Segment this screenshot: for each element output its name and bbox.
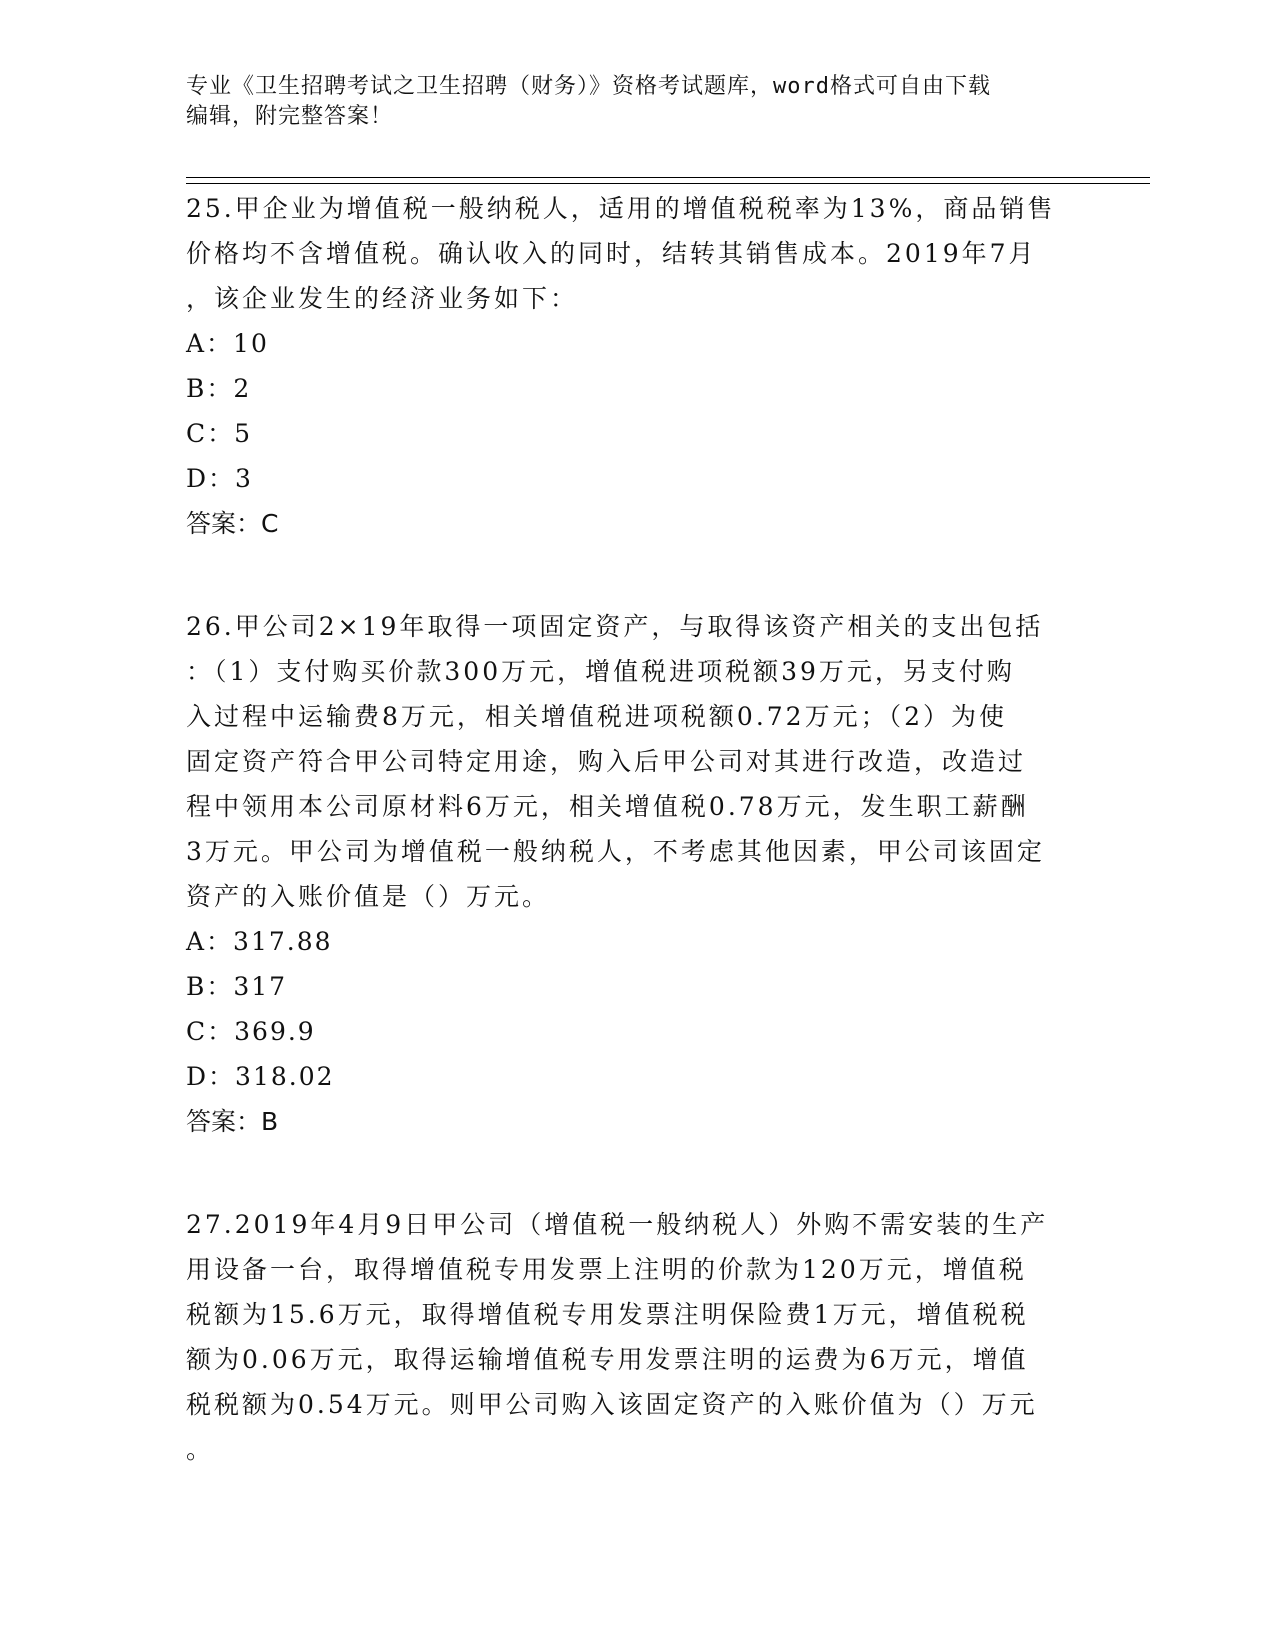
question-stem-line: 资产的入账价值是（）万元。 [186, 882, 551, 911]
question-spacer [186, 1144, 1086, 1202]
question-25 [186, 186, 1086, 546]
option-b: B：317 [186, 972, 288, 1001]
option-b: B：2 [186, 374, 252, 403]
question-stem-line: 程中领用本公司原材料6万元，相关增值税0.78万元，发生职工薪酬 [186, 792, 1029, 821]
question-stem-line: 额为0.06万元，取得运输增值税专用发票注明的运费为6万元，增值 [186, 1345, 1029, 1374]
option-a: A：317.88 [186, 927, 333, 956]
question-stem-line: 入过程中运输费8万元，相关增值税进项税额0.72万元；（2）为使 [186, 702, 1007, 731]
answer-line: 答案：C [186, 509, 279, 538]
question-stem-line: 26.甲公司2×19年取得一项固定资产，与取得该资产相关的支出包括 [186, 612, 1044, 641]
answer-line: 答案：B [186, 1107, 279, 1136]
question-stem-line: 税额为15.6万元，取得增值税专用发票注明保险费1万元，增值税税 [186, 1300, 1029, 1329]
question-stem-line: 3万元。甲公司为增值税一般纳税人，不考虑其他因素，甲公司该固定 [186, 837, 1045, 866]
question-26 [186, 604, 1086, 1144]
question-stem-line: 。 [186, 1435, 215, 1464]
option-d: D：3 [186, 464, 253, 493]
header-rule-bottom [186, 183, 1150, 184]
question-stem-line: 25.甲企业为增值税一般纳税人，适用的增值税税率为13%，商品销售 [186, 194, 1056, 223]
option-a: A：10 [186, 329, 269, 358]
question-27 [186, 1202, 1086, 1472]
page-header: 专业《卫生招聘考试之卫生招聘（财务）》资格考试题库，word格式可自由下载 编辑，附完整答案！ [186, 74, 991, 129]
option-d: D：318.02 [186, 1062, 335, 1091]
question-stem-line: 固定资产符合甲公司特定用途，购入后甲公司对其进行改造，改造过 [186, 747, 1027, 776]
question-stem-line: 用设备一台，取得增值税专用发票上注明的价款为120万元，增值税 [186, 1255, 1027, 1284]
header-rule-top [186, 177, 1150, 178]
question-stem-line: ：（1）支付购买价款300万元，增值税进项税额39万元，另支付购 [186, 657, 1015, 686]
option-c: C：5 [186, 419, 253, 448]
option-c: C：369.9 [186, 1017, 316, 1046]
question-stem-line: 税税额为0.54万元。则甲公司购入该固定资产的入账价值为（）万元 [186, 1390, 1038, 1419]
question-spacer [186, 546, 1086, 604]
question-stem-line: 27.2019年4月9日甲公司（增值税一般纳税人）外购不需安装的生产 [186, 1210, 1049, 1239]
question-stem-line: ，该企业发生的经济业务如下： [186, 284, 579, 313]
question-stem-line: 价格均不含增值税。确认收入的同时，结转其销售成本。2019年7月 [186, 239, 1037, 268]
question-list [186, 186, 1086, 1472]
